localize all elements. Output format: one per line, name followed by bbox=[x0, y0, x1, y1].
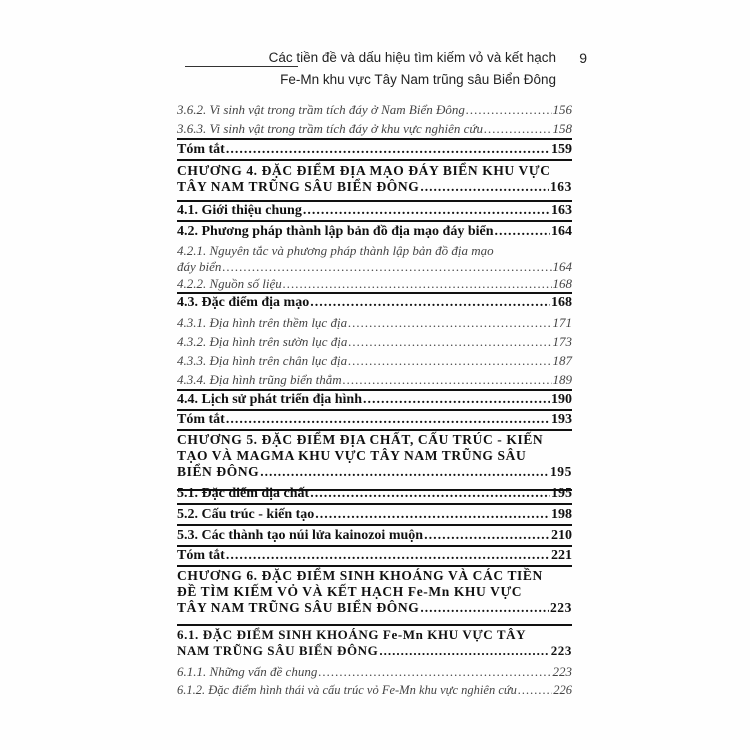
chapter-title-line: TÂY NAM TRŨNG SÂU BIỂN ĐÔNG bbox=[177, 179, 420, 194]
chapter-title-line: TÂY NAM TRŨNG SÂU BIỂN ĐÔNG bbox=[177, 600, 420, 615]
toc-entry-4-3-4 bbox=[177, 372, 572, 388]
toc-entry-3-6-3 bbox=[177, 121, 572, 137]
divider bbox=[177, 292, 572, 294]
toc-entry-page: 210 bbox=[551, 528, 572, 543]
toc-entry-page: 189 bbox=[552, 372, 572, 387]
chapter-title-line: CHƯƠNG 4. ĐẶC ĐIỂM ĐỊA MẠO ĐÁY BIỂN KHU VỰC bbox=[177, 163, 551, 178]
toc-entry-page: 221 bbox=[551, 548, 572, 563]
chapter-title-line: TẠO VÀ MAGMA KHU VỰC TÂY NAM TRŨNG SÂU bbox=[177, 448, 527, 463]
chapter-title-line: BIỂN ĐÔNG bbox=[177, 464, 260, 479]
toc-entry-6-1 bbox=[177, 627, 572, 659]
toc-entry-label: đáy biển bbox=[177, 259, 222, 274]
divider bbox=[177, 429, 572, 431]
toc-entry-page: 158 bbox=[552, 121, 572, 136]
toc-entry-label: 4.4. Lịch sử phát triển địa hình bbox=[177, 392, 363, 407]
toc-entry-label: 6.1.1. Những vấn đề chung bbox=[177, 664, 318, 679]
toc-entry-label: 4.3.2. Địa hình trên sườn lục địa bbox=[177, 334, 348, 349]
chapter-title-line: ĐỀ TÌM KIẾM VỎ VÀ KẾT HẠCH Fe-Mn KHU VỰC bbox=[177, 584, 523, 599]
divider bbox=[177, 409, 572, 411]
toc-entry-page: 187 bbox=[552, 353, 572, 368]
toc-entry-page: 195 bbox=[551, 486, 572, 501]
divider bbox=[177, 503, 572, 505]
toc-entry-page: 159 bbox=[551, 142, 572, 157]
toc-entry-3-6-2 bbox=[177, 102, 572, 118]
toc-entry-page: 164 bbox=[552, 259, 572, 274]
toc-entry-page: 156 bbox=[552, 102, 572, 117]
toc-chapter-5 bbox=[177, 432, 572, 480]
toc-entry-label: 4.2.1. Nguyên tắc và phương pháp thành lập bản đồ địa mạo bbox=[177, 243, 494, 258]
running-header-line1: Các tiền đề và dấu hiệu tìm kiếm vỏ và kết hạch bbox=[268, 50, 556, 65]
toc-entry-page: 198 bbox=[551, 507, 572, 522]
toc-entry-label: Tóm tắt bbox=[177, 412, 225, 427]
toc-entry-label: 3.6.2. Vi sinh vật trong trầm tích đáy ở Nam Biển Đông bbox=[177, 102, 465, 117]
toc-entry-page: 223 bbox=[549, 600, 572, 615]
divider bbox=[177, 545, 572, 547]
toc-entry-label: 6.1.2. Đặc điểm hình thái và cấu trúc vỏ Fe-Mn khu vực nghiên cứu bbox=[177, 683, 517, 697]
toc-entry-label: 4.3. Đặc điểm địa mạo bbox=[177, 295, 310, 310]
toc-entry-4-3-3 bbox=[177, 353, 572, 369]
chapter-title-line: CHƯƠNG 6. ĐẶC ĐIỂM SINH KHOÁNG VÀ CÁC TIỀN bbox=[177, 568, 543, 583]
toc-entry-label: 4.2.2. Nguồn số liệu bbox=[177, 276, 282, 291]
divider bbox=[177, 220, 572, 222]
toc-entry-summary-3 bbox=[177, 142, 572, 158]
toc-entry-page: 173 bbox=[552, 334, 572, 349]
toc-entry-page: 171 bbox=[552, 315, 572, 330]
divider bbox=[177, 200, 572, 202]
toc-entry-label: 4.3.1. Địa hình trên thềm lục địa bbox=[177, 315, 348, 330]
table-of-contents bbox=[177, 96, 572, 696]
toc-entry-5-1 bbox=[177, 486, 572, 502]
toc-entry-label: Tóm tắt bbox=[177, 548, 225, 563]
toc-entry-5-3 bbox=[177, 528, 572, 544]
toc-entry-4-1 bbox=[177, 203, 572, 219]
toc-entry-page: 223 bbox=[552, 664, 572, 679]
toc-entry-summary-4 bbox=[177, 412, 572, 428]
toc-entry-4-4 bbox=[177, 392, 572, 408]
toc-entry-summary-5 bbox=[177, 548, 572, 564]
divider bbox=[177, 565, 572, 567]
toc-entry-page: 168 bbox=[552, 276, 572, 291]
toc-entry-label: 3.6.3. Vi sinh vật trong trầm tích đáy ở khu vực nghiên cứu bbox=[177, 121, 483, 136]
divider bbox=[177, 524, 572, 526]
divider bbox=[177, 624, 572, 626]
toc-entry-label: Tóm tắt bbox=[177, 142, 225, 157]
header-rule bbox=[185, 66, 298, 67]
running-header-line2: Fe-Mn khu vực Tây Nam trũng sâu Biển Đông bbox=[280, 72, 556, 87]
toc-entry-4-3-1 bbox=[177, 315, 572, 331]
toc-entry-label: 5.3. Các thành tạo núi lửa kainozoi muộn bbox=[177, 528, 424, 543]
toc-entry-label: NAM TRŨNG SÂU BIỂN ĐÔNG bbox=[177, 643, 379, 658]
toc-entry-page: 168 bbox=[551, 295, 572, 310]
toc-chapter-4 bbox=[177, 163, 572, 195]
toc-entry-page: 226 bbox=[553, 683, 572, 697]
divider bbox=[177, 138, 572, 140]
toc-entry-label: 5.2. Cấu trúc - kiến tạo bbox=[177, 507, 315, 522]
toc-entry-label: 4.1. Giới thiệu chung bbox=[177, 203, 302, 218]
page-number: 9 bbox=[579, 50, 587, 66]
toc-entry-4-3 bbox=[177, 295, 572, 311]
toc-entry-page: 163 bbox=[549, 179, 572, 194]
toc-entry-4-2-2 bbox=[177, 276, 572, 292]
toc-entry-label: 4.2. Phương pháp thành lập bản đồ địa mạo đáy biển bbox=[177, 224, 494, 239]
toc-entry-4-2 bbox=[177, 224, 572, 240]
toc-entry-label: 5.1. Đặc điểm địa chất bbox=[177, 486, 310, 501]
toc-entry-page: 223 bbox=[550, 643, 572, 658]
toc-entry-label: 4.3.3. Địa hình trên chân lục địa bbox=[177, 353, 348, 368]
toc-entry-page: 193 bbox=[551, 412, 572, 427]
toc-entry-4-3-2 bbox=[177, 334, 572, 350]
toc-entry-page: 195 bbox=[549, 464, 572, 479]
toc-entry-4-2-1 bbox=[177, 243, 572, 275]
toc-entry-label: 4.3.4. Địa hình trũng biển thẳm bbox=[177, 372, 342, 387]
toc-entry-page: 163 bbox=[551, 203, 572, 218]
toc-chapter-6 bbox=[177, 568, 572, 616]
toc-entry-6-1-2 bbox=[177, 683, 572, 698]
toc-entry-page: 190 bbox=[551, 392, 572, 407]
divider bbox=[177, 159, 572, 161]
toc-entry-6-1-1 bbox=[177, 664, 572, 680]
divider bbox=[177, 389, 572, 391]
toc-entry-5-2 bbox=[177, 507, 572, 523]
toc-entry-page: 164 bbox=[551, 224, 572, 239]
chapter-title-line: CHƯƠNG 5. ĐẶC ĐIỂM ĐỊA CHẤT, CẤU TRÚC - KIẾN bbox=[177, 432, 544, 447]
toc-entry-label: 6.1. ĐẶC ĐIỂM SINH KHOÁNG Fe-Mn KHU VỰC TÂY bbox=[177, 627, 527, 642]
